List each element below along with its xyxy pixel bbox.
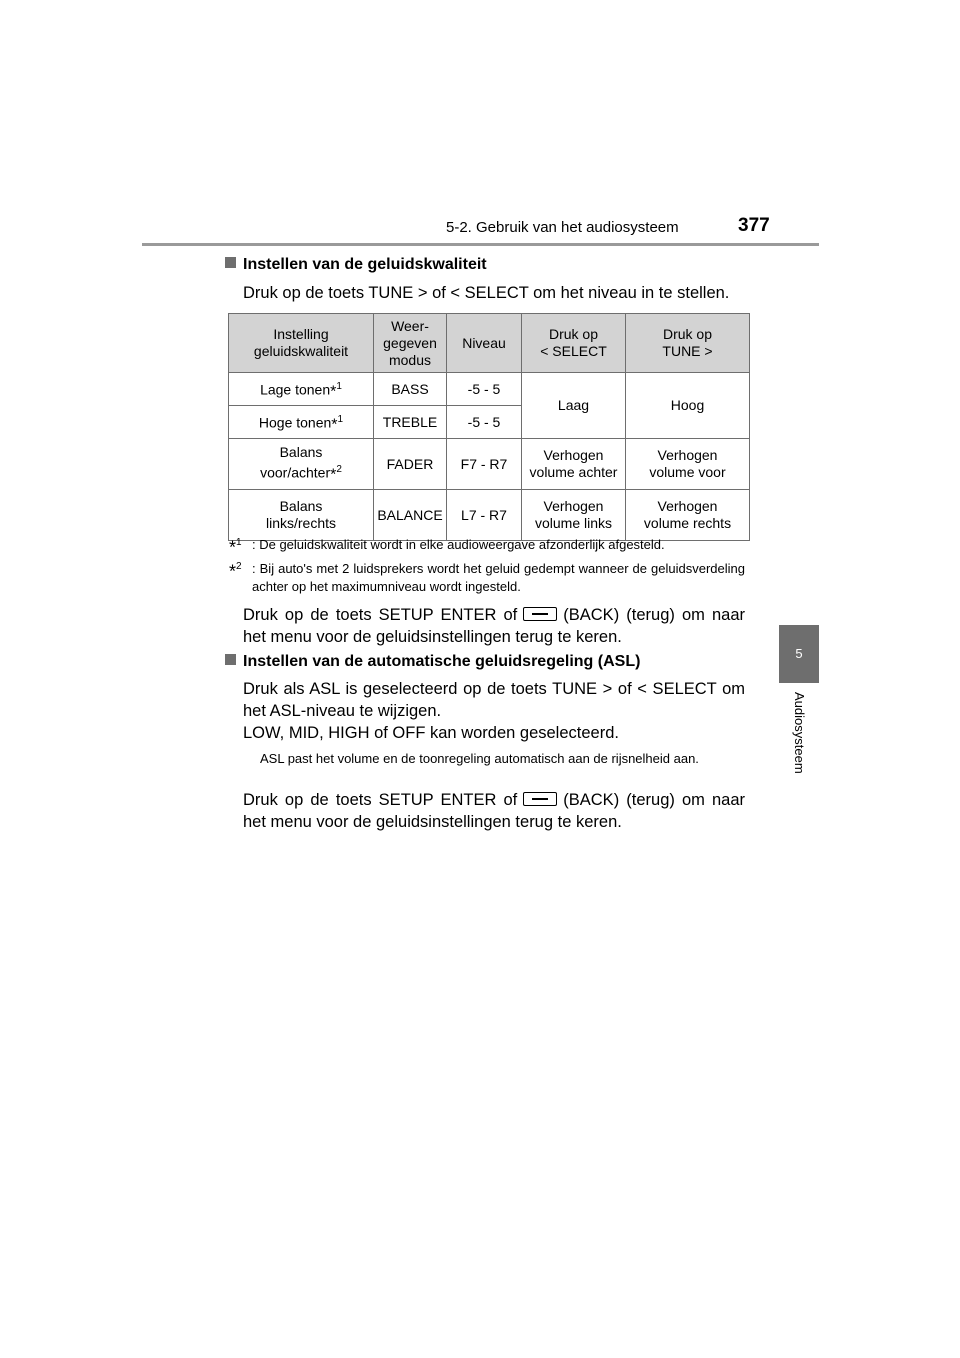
table-row	[229, 439, 750, 490]
table-cell: BASS	[374, 373, 447, 406]
chapter-label: Audiosysteem	[792, 692, 807, 774]
table-cell: BALANCE	[374, 490, 447, 541]
footnote-1: *$^1$ : De geluidskwaliteit wordt in elke audioweergave afzonderlijk afgesteld.	[229, 537, 665, 558]
header-cell: Weer- gegeven modus	[374, 314, 447, 373]
return-instruction: Druk op de toets SETUP ENTER of (BACK) (terug) om naar het menu voor de geluidsinstellingen terug te keren.	[243, 791, 746, 831]
section-heading-asl: Instellen van de automatische geluidsregeling (ASL)	[225, 653, 640, 671]
header-cell: Druk op TUNE >	[626, 314, 750, 373]
sound-settings-table	[228, 313, 750, 541]
table-cell: Balans links/rechts	[229, 490, 374, 541]
table-cell: Verhogen volume voor	[626, 439, 750, 490]
table-cell: -5 - 5	[447, 406, 522, 439]
table-cell: Hoog	[626, 373, 750, 439]
table-cell: Laag	[522, 373, 626, 439]
header-rule	[142, 243, 819, 246]
table-cell: Balans voor/achter*$^2$	[229, 439, 374, 490]
asterisk-footnote-icon: *	[229, 561, 237, 582]
table-cell: Hoge tonen*$^1$	[229, 406, 374, 439]
table-row	[229, 490, 750, 541]
back-button-icon	[523, 792, 557, 806]
footnote-2: *$^2$ : Bij auto's met 2 luidsprekers wordt het geluid gedempt wanneer de geluidsverdeling achter op het maximumniveau wordt ingesteld.	[229, 561, 745, 594]
asterisk-footnote-icon: *	[331, 416, 338, 434]
table-cell: Verhogen volume rechts	[626, 490, 750, 541]
asl-options: LOW, MID, HIGH of OFF kan worden geselecteerd.	[243, 724, 619, 742]
asterisk-footnote-icon: *	[330, 466, 337, 484]
section-heading-sound-quality: Instellen van de geluidskwaliteit	[225, 256, 487, 274]
asterisk-footnote-icon: *	[229, 537, 237, 558]
table-cell: -5 - 5	[447, 373, 522, 406]
header-cell: Niveau	[447, 314, 522, 373]
table-header-row	[229, 314, 750, 373]
table-cell: Lage tonen*$^1$	[229, 373, 374, 406]
running-header-section: 5-2. Gebruik van het audiosysteem	[446, 219, 679, 236]
page-number: 377	[738, 215, 770, 236]
table-cell: L7 - R7	[447, 490, 522, 541]
table-cell: Verhogen volume links	[522, 490, 626, 541]
table-cell: F7 - R7	[447, 439, 522, 490]
asterisk-footnote-icon: *	[330, 383, 337, 401]
back-button-icon	[523, 607, 557, 621]
square-bullet-icon	[225, 654, 236, 665]
chapter-tab: 5	[779, 625, 819, 683]
table-row	[229, 373, 750, 406]
table-cell: Verhogen volume achter	[522, 439, 626, 490]
return-instruction: Druk op de toets SETUP ENTER of (BACK) (terug) om naar het menu voor de geluidsinstellingen terug te keren.	[243, 606, 746, 646]
square-bullet-icon	[225, 257, 236, 268]
asl-instruction: Druk als ASL is geselecteerd op de toets TUNE > of < SELECT om het ASL-niveau te wijzigen.	[243, 680, 745, 720]
header-cell: Instelling geluidskwaliteit	[229, 314, 374, 373]
header-cell: Druk op < SELECT	[522, 314, 626, 373]
intro-text: Druk op de toets TUNE > of < SELECT om het niveau in te stellen.	[243, 284, 730, 302]
table-cell: FADER	[374, 439, 447, 490]
asl-note: ASL past het volume en de toonregeling automatisch aan de rijsnelheid aan.	[260, 751, 699, 766]
table-cell: TREBLE	[374, 406, 447, 439]
